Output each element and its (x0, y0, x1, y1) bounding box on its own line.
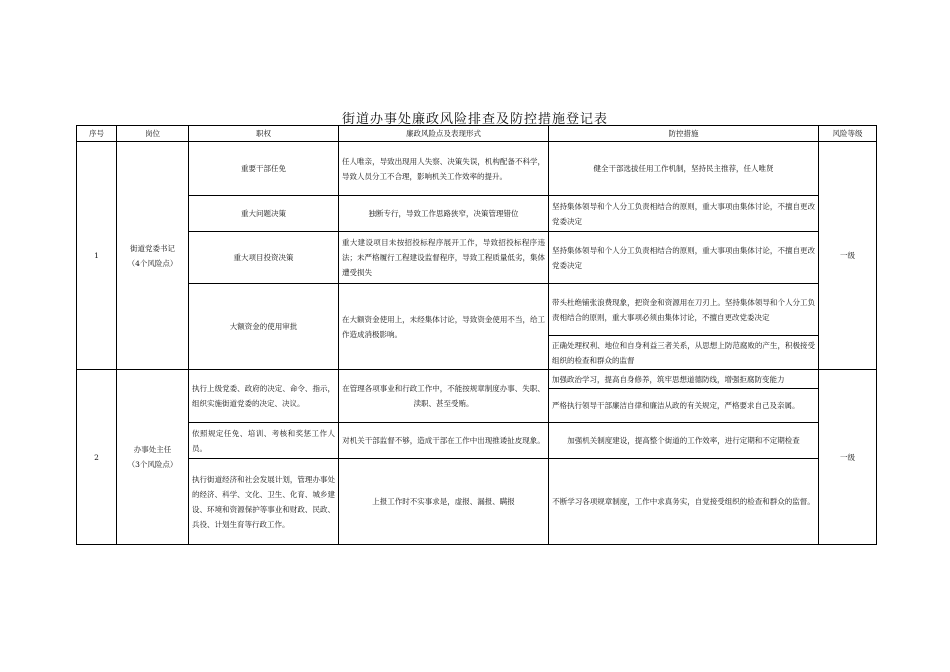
duty-cell: 重大项目投资决策 (189, 232, 339, 284)
page-title: 街道办事处廉政风险排查及防控措施登记表 (341, 112, 608, 127)
post-cell (117, 142, 189, 370)
post-risk-count: （4个风险点） (127, 258, 178, 268)
risk-cell: 在管理各项事业和行政工作中，不能按规章制度办事、失职、渎职、甚至受贿。 (339, 370, 549, 423)
post-risk-count: （3个风险点） (127, 460, 178, 469)
table-row (77, 423, 877, 459)
post-cell (117, 370, 189, 545)
risk-cell: 独断专行，导致工作思路狭窄，决策管理错位 (339, 196, 549, 232)
row-number: 1 (77, 142, 117, 370)
risk-register-table (76, 125, 877, 545)
table-row (77, 370, 877, 389)
measure-cell: 加强机关制度建设，提高整个街道的工作效率，进行定期和不定期检查 (549, 423, 819, 459)
measure-cell: 不断学习各项规章制度，工作中求真务实，自觉接受组织的检查和群众的监督。 (549, 459, 819, 545)
risk-cell: 重大建设项目未按招投标程序展开工作，导致招投标程序违法；未严格履行工程建设监督程序，导致工程质量低劣，集体遭受损失 (339, 232, 549, 284)
risk-cell: 上报工作时不实事求是，虚报、漏报、瞒报 (339, 459, 549, 545)
header-no: 序号 (77, 126, 117, 142)
table-row (77, 232, 877, 284)
duty-cell: 依照规定任免、培训、考核和奖惩工作人员。 (189, 423, 339, 459)
table-row (77, 196, 877, 232)
risk-cell: 对机关干部监督不够，造成干部在工作中出现推诿扯皮现象。 (339, 423, 549, 459)
post-title: 街道党委书记 (130, 243, 175, 253)
header-level: 风险等级 (819, 126, 877, 142)
post-title: 办事处主任 (133, 445, 172, 454)
duty-cell: 大额资金的使用审批 (189, 284, 339, 370)
table-row (77, 142, 877, 196)
header-risk: 廉政风险点及表现形式 (339, 126, 549, 142)
duty-cell: 执行街道经济和社会发展计划，管理办事处的经济、科学、文化、卫生、化育、城乡建设、环境和资源保护等事业和财政、民政、兵役、计划生育等行政工作。 (189, 459, 339, 545)
measure-cell: 带头杜绝铺张浪费现象，把资金和资源用在刀刃上。坚持集体领导和个人分工负责相结合的原则，重大事项必须由集体讨论，不擅自更改党委决定 (549, 284, 819, 336)
duty-cell: 重大问题决策 (189, 196, 339, 232)
measure-cell: 严格执行领导干部廉洁自律和廉洁从政的有关规定，严格要求自己及亲属。 (549, 389, 819, 423)
header-measures: 防控措施 (549, 126, 819, 142)
header-duty: 职权 (189, 126, 339, 142)
measure-cell: 坚持集体领导和个人分工负责相结合的原则，重大事项由集体讨论，不擅自更改党委决定 (549, 232, 819, 284)
header-post: 岗位 (117, 126, 189, 142)
measure-cell: 健全干部选拔任用工作机制，坚持民主推荐，任人唯贤 (549, 142, 819, 196)
risk-level-cell: 一级 (819, 370, 877, 545)
table-row (77, 459, 877, 545)
measure-cell: 坚持集体领导和个人分工负责相结合的原则，重大事项由集体讨论，不擅自更改党委决定 (549, 196, 819, 232)
measure-cell: 正确处理权利、地位和自身利益三者关系，从思想上防范腐败的产生，积极接受组织的检查和群众的监督 (549, 336, 819, 370)
risk-cell: 在大额资金使用上，未经集体讨论，导致资金使用不当，给工作造成消极影响。 (339, 284, 549, 370)
table-row (77, 284, 877, 336)
duty-cell: 执行上级党委、政府的决定、命令、指示，组织实施街道党委的决定、决议。 (189, 370, 339, 423)
row-number: 2 (77, 370, 117, 545)
duty-cell: 重要干部任免 (189, 142, 339, 196)
measure-cell: 加强政治学习，提高自身修养，筑牢思想道德防线，增强拒腐防变能力 (549, 370, 819, 389)
risk-level-cell: 一级 (819, 142, 877, 370)
risk-cell: 任人唯亲，导致出现用人失察、决策失误，机构配备不科学，导致人员分工不合理，影响机关工作效率的提升。 (339, 142, 549, 196)
header-row (77, 126, 877, 142)
